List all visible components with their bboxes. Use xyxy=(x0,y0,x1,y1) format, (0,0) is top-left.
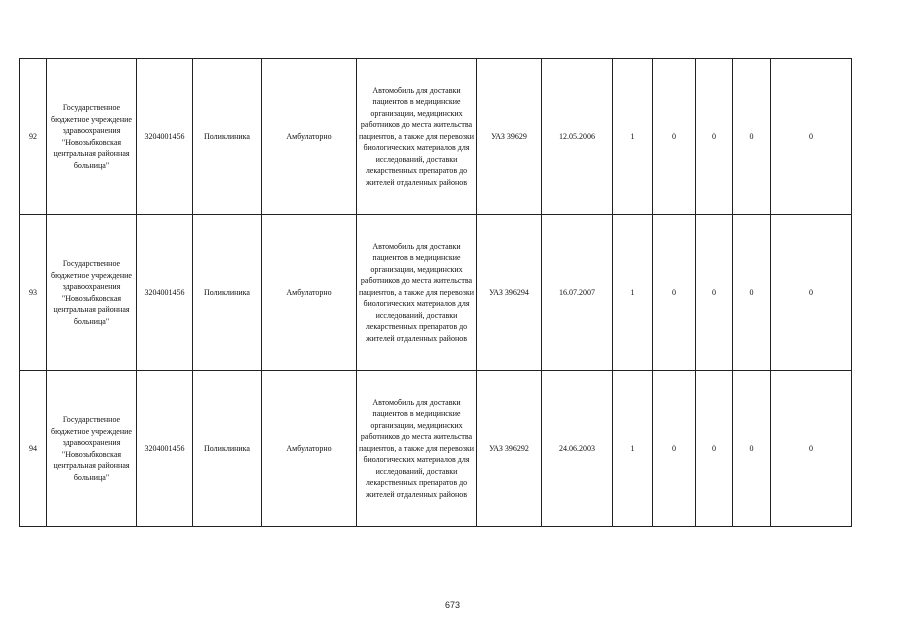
cell-date: 16.07.2007 xyxy=(542,215,613,371)
cell-inn: 3204001456 xyxy=(137,215,193,371)
cell-count-1: 1 xyxy=(613,59,653,215)
cell-row-number: 93 xyxy=(20,215,47,371)
cell-unit: Поликлиника xyxy=(193,59,262,215)
cell-institution: Государственное бюджетное учреждение здравоохранения "Новозыбковская центральная районная больница" xyxy=(47,59,137,215)
table-row xyxy=(20,59,852,215)
cell-inn: 3204001456 xyxy=(137,371,193,527)
cell-count-2: 0 xyxy=(653,371,696,527)
cell-row-number: 94 xyxy=(20,371,47,527)
page-number: 673 xyxy=(444,600,461,610)
vehicle-table xyxy=(19,58,852,527)
table-row xyxy=(20,215,852,371)
cell-count-5: 0 xyxy=(771,215,852,371)
cell-care-type: Амбулаторно xyxy=(262,59,357,215)
cell-care-type: Амбулаторно xyxy=(262,215,357,371)
cell-purpose: Автомобиль для доставки пациентов в медицинские организации, медицинских работников до места жительства пациентов, а также для перевозки биологических материалов для исследований, доставки лекарственных препаратов до жителей отдаленных районов xyxy=(357,59,477,215)
cell-count-3: 0 xyxy=(696,215,733,371)
cell-unit: Поликлиника xyxy=(193,215,262,371)
cell-count-5: 0 xyxy=(771,371,852,527)
cell-date: 24.06.2003 xyxy=(542,371,613,527)
cell-count-3: 0 xyxy=(696,371,733,527)
cell-vehicle-model: УАЗ 396294 xyxy=(477,215,542,371)
cell-count-4: 0 xyxy=(733,215,771,371)
cell-count-4: 0 xyxy=(733,371,771,527)
cell-purpose: Автомобиль для доставки пациентов в медицинские организации, медицинских работников до места жительства пациентов, а также для перевозки биологических материалов для исследований, доставки лекарственных препаратов до жителей отдаленных районов xyxy=(357,215,477,371)
cell-count-3: 0 xyxy=(696,59,733,215)
cell-count-1: 1 xyxy=(613,371,653,527)
cell-institution: Государственное бюджетное учреждение здравоохранения "Новозыбковская центральная районная больница" xyxy=(47,215,137,371)
cell-inn: 3204001456 xyxy=(137,59,193,215)
cell-vehicle-model: УАЗ 396292 xyxy=(477,371,542,527)
cell-purpose: Автомобиль для доставки пациентов в медицинские организации, медицинских работников до места жительства пациентов, а также для перевозки биологических материалов для исследований, доставки лекарственных препаратов до жителей отдаленных районов xyxy=(357,371,477,527)
cell-vehicle-model: УАЗ 39629 xyxy=(477,59,542,215)
cell-institution: Государственное бюджетное учреждение здравоохранения "Новозыбковская центральная районная больница" xyxy=(47,371,137,527)
cell-unit: Поликлиника xyxy=(193,371,262,527)
cell-count-2: 0 xyxy=(653,215,696,371)
cell-count-5: 0 xyxy=(771,59,852,215)
table-row xyxy=(20,371,852,527)
cell-count-1: 1 xyxy=(613,215,653,371)
cell-count-4: 0 xyxy=(733,59,771,215)
cell-date: 12.05.2006 xyxy=(542,59,613,215)
cell-row-number: 92 xyxy=(20,59,47,215)
cell-count-2: 0 xyxy=(653,59,696,215)
cell-care-type: Амбулаторно xyxy=(262,371,357,527)
